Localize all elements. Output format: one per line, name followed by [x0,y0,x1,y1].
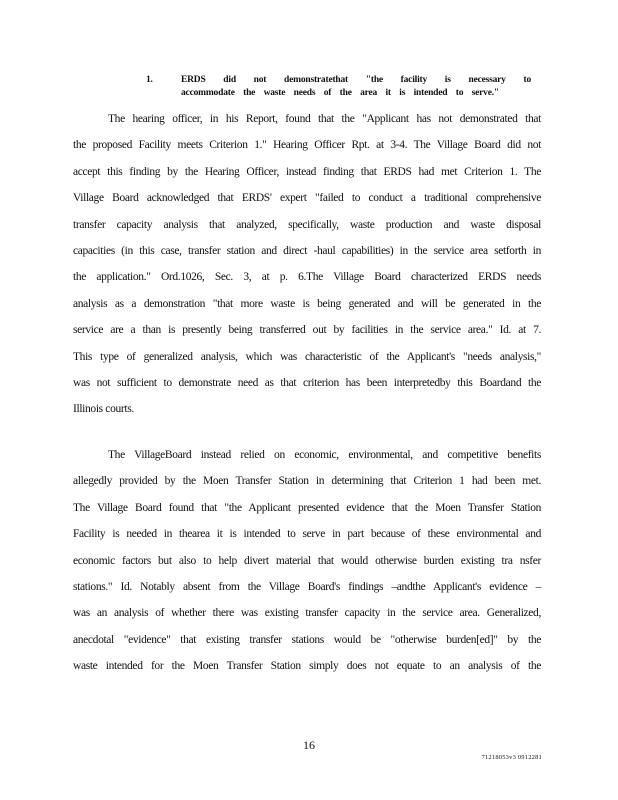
text-line: allegedly provided by the Moen Transfer Station in determining that Criterion 1 had been met. [73,475,541,488]
page-number: 16 [303,738,315,752]
text-line: This type of generalized analysis, which was characteristic of the Applicant's "needs analysis," [73,350,541,363]
text-line: the application." Ord.1026, Sec. 3, at p. 6.The Village Board characterized ERDS needs [73,271,541,284]
heading-line-2: accommodate the waste needs of the area it is intended to serve." [181,88,499,98]
text-line: Illinois courts. [73,403,134,416]
text-line: transfer capacity analysis that analyzed, specifically, waste production and waste disposal [73,218,541,231]
text-line: accept this finding by the Hearing Officer, instead finding that ERDS had met Criterion 1. The [73,165,541,178]
document-id: 71218053v3 0912281 [481,754,542,761]
text-line: The Village Board found that "the Applicant presented evidence that the Moen Transfer Station [73,501,541,514]
text-line: waste intended for the Moen Transfer Station simply does not equate to an analysis of the [73,660,541,673]
heading-line-1: ERDS did not demonstratethat "the facility is necessary to [181,75,531,85]
text-line: the proposed Facility meets Criterion 1." Hearing Officer Rpt. at 3-4. The Village Board did not [73,139,541,152]
text-line: was not sufficient to demonstrate need as that criterion has been interpretedby this Boardand the [73,377,541,389]
text-line: The VillageBoard instead relied on economic, environmental, and competitive benefits [108,449,541,461]
text-line: capacities (in this case, transfer station and direct -haul capabilities) in the service area setforth in [73,245,541,257]
text-line: economic factors but also to help divert material that would otherwise burden existing tra nsfer [73,554,541,567]
text-line: stations." Id. Notably absent from the Village Board's findings –andthe Applicant's evidence – [73,581,541,593]
text-line: analysis as a demonstration "that more waste is being generated and will be generated in the [73,297,541,310]
text-line: anecdotal "evidence" that existing transfer stations would be "otherwise burden[ed]" by the [73,633,541,646]
text-line: service are a than is presently being transferred out by facilities in the service area." Id. at 7. [73,324,541,337]
text-line: was an analysis of whether there was existing transfer capacity in the service area. Generalized, [73,607,541,620]
text-line: The hearing officer, in his Report, found that the "Applicant has not demonstrated that [108,113,541,125]
text-line: Facility is needed in thearea it is intended to serve in part because of these environmental and [73,528,541,541]
text-line: Village Board acknowledged that ERDS' expert "failed to conduct a traditional comprehensive [73,192,541,205]
heading-number: 1. [146,75,153,85]
